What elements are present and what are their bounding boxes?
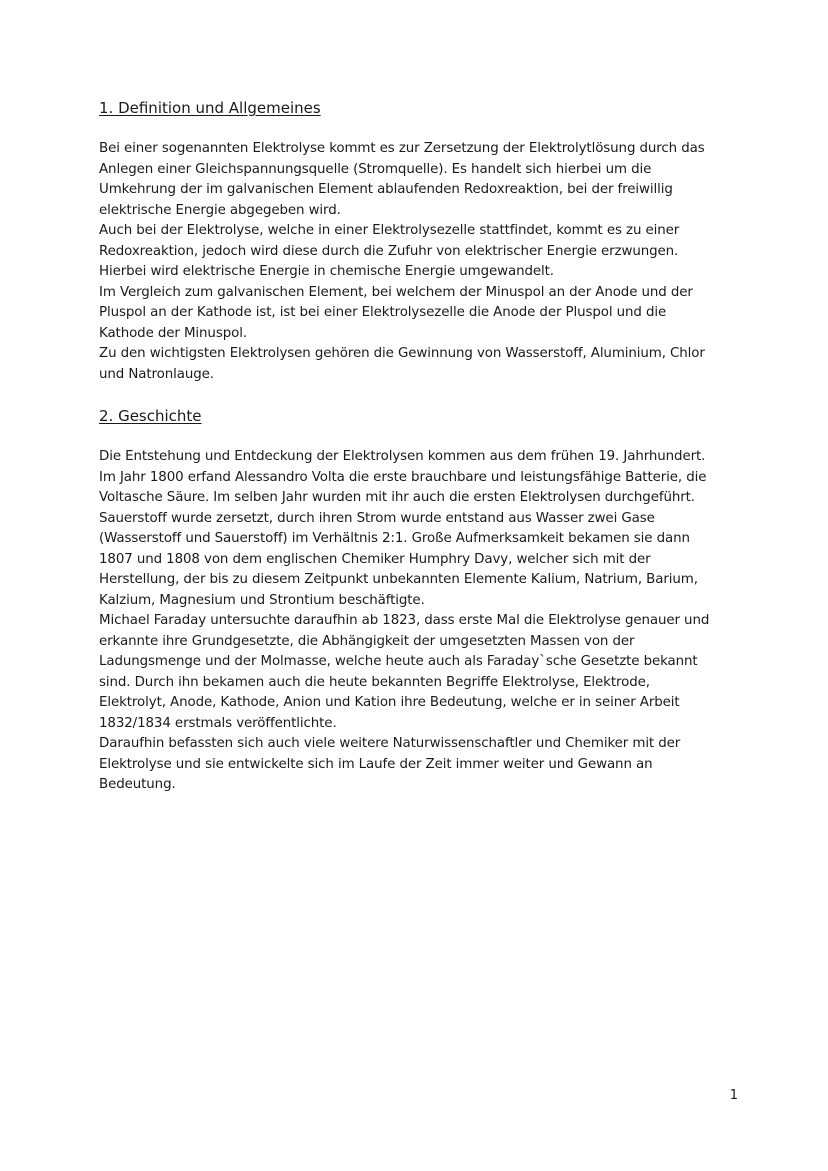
text-line: Daraufhin befassten sich auch viele weitere Naturwissenschaftler und Chemiker mit der <box>99 736 681 751</box>
text-line: Sauerstoff wurde zersetzt, durch ihren Strom wurde entstand aus Wasser zwei Gase <box>99 510 655 526</box>
text-line: Kalzium, Magnesium und Strontium beschäftigte. <box>99 592 425 608</box>
text-line: 1832/1834 erstmals veröffentlichte. <box>99 715 337 731</box>
section-text <box>99 139 731 385</box>
text-line: Pluspol an der Kathode ist, ist bei einer Elektrolysezelle die Anode der Pluspol und die <box>99 305 667 320</box>
text-line: Im Vergleich zum galvanischen Element, bei welchem der Minuspol an der Anode und der <box>99 284 693 300</box>
text-line: Michael Faraday untersuchte daraufhin ab 1823, dass erste Mal die Elektrolyse genauer und <box>99 613 710 628</box>
text-line: Zu den wichtigsten Elektrolysen gehören die Gewinnung von Wasserstoff, Aluminium, Chlor <box>99 346 705 361</box>
document-body <box>99 97 731 796</box>
section-text <box>99 447 731 796</box>
text-line: Herstellung, der bis zu diesem Zeitpunkt unbekannten Elemente Kalium, Natrium, Barium, <box>99 572 698 587</box>
text-line: erkannte ihre Grundgesetzte, die Abhängigkeit der umgesetzten Massen von der <box>99 633 635 649</box>
text-line: Anlegen einer Gleichspannungsquelle (Stromquelle). Es handelt sich hierbei um die <box>99 161 652 177</box>
page-number: 1 <box>729 1088 738 1103</box>
section-heading: 2. Geschichte <box>99 407 202 425</box>
text-line: und Natronlauge. <box>99 366 214 382</box>
text-line: Redoxreaktion, jedoch wird diese durch die Zufuhr von elektrischer Energie erzwungen. <box>99 243 679 259</box>
text-line: (Wasserstoff und Sauerstoff) im Verhältnis 2:1. Große Aufmerksamkeit bekamen sie dann <box>99 531 690 546</box>
text-line: Ladungsmenge und der Molmasse, welche heute auch als Faraday`sche Gesetzte bekannt <box>99 654 698 669</box>
text-line: elektrische Energie abgegeben wird. <box>99 202 341 218</box>
text-line: Kathode der Minuspol. <box>99 325 247 341</box>
text-line: Hierbei wird elektrische Energie in chemische Energie umgewandelt. <box>99 264 554 279</box>
text-line: Auch bei der Elektrolyse, welche in einer Elektrolysezelle stattfindet, kommt es zu einer <box>99 223 680 238</box>
text-line: Die Entstehung und Entdeckung der Elektrolysen kommen aus dem frühen 19. Jahrhundert. <box>99 449 706 464</box>
text-line: Elektrolyse und sie entwickelte sich im Laufe der Zeit immer weiter und Gewann an <box>99 756 653 772</box>
text-line: Bedeutung. <box>99 777 176 792</box>
text-line: Im Jahr 1800 erfand Alessandro Volta die erste brauchbare und leistungsfähige Batterie, die <box>99 469 707 485</box>
section-definition <box>99 97 731 385</box>
text-line: Voltasche Säure. Im selben Jahr wurden mit ihr auch die ersten Elektrolysen durchgeführt. <box>99 490 695 505</box>
text-line: Umkehrung der im galvanischen Element ablaufenden Redoxreaktion, bei der freiwillig <box>99 182 673 197</box>
text-line: sind. Durch ihn bekamen auch die heute bekannten Begriffe Elektrolyse, Elektrode, <box>99 674 650 690</box>
text-line: Elektrolyt, Anode, Kathode, Anion und Kation ihre Bedeutung, welche er in seiner Arbeit <box>99 695 680 710</box>
section-history <box>99 405 731 796</box>
text-line: Bei einer sogenannten Elektrolyse kommt es zur Zersetzung der Elektrolytlösung durch das <box>99 141 705 156</box>
text-line: 1807 und 1808 von dem englischen Chemiker Humphry Davy, welcher sich mit der <box>99 551 651 567</box>
section-heading: 1. Definition und Allgemeines <box>99 99 321 117</box>
